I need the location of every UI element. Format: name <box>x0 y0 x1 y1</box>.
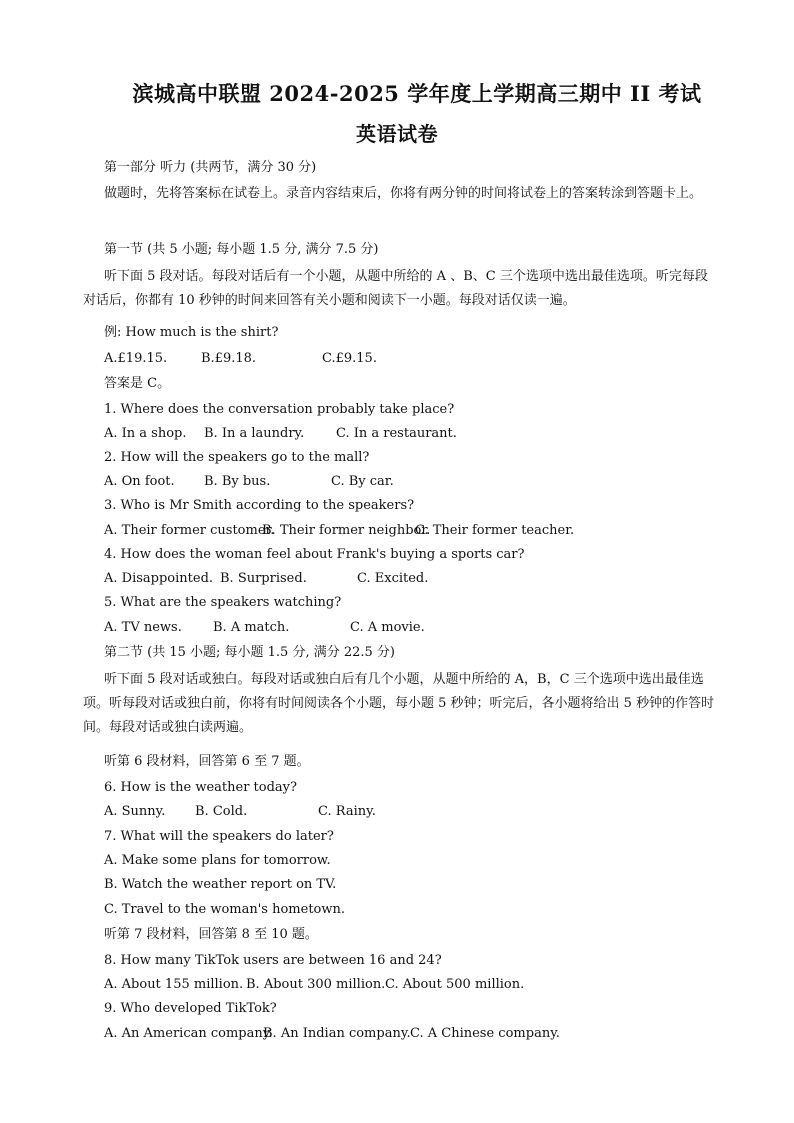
q3-option-b: B. Their former neighbor. <box>262 523 431 538</box>
section1-heading: 第一节 (共 5 小题; 每小题 1.5 分, 满分 7.5 分) <box>104 242 379 257</box>
q4-option-c: C. Excited. <box>357 571 429 586</box>
question-5: 5. What are the speakers watching? <box>104 595 342 610</box>
q7-option-b: B. Watch the weather report on TV. <box>104 877 337 892</box>
exam-subtitle: 英语试卷 <box>356 122 438 146</box>
q2-option-a: A. On foot. <box>104 474 175 489</box>
example-option-b: B.£9.18. <box>201 351 257 366</box>
question-6: 6. How is the weather today? <box>104 780 297 795</box>
q9-option-c: C. A Chinese company. <box>410 1026 560 1041</box>
q1-option-b: B. In a laundry. <box>204 426 305 441</box>
part1-heading: 第一部分 听力 (共两节，满分 30 分) <box>104 160 317 175</box>
q4-option-a: A. Disappointed. <box>104 571 214 586</box>
q6-option-b: B. Cold. <box>195 804 248 819</box>
example-option-c: C.£9.15. <box>322 351 377 366</box>
q5-option-b: B. A match. <box>213 620 290 635</box>
q2-option-c: C. By car. <box>331 474 394 489</box>
part1-instruction: 做题时，先将答案标在试卷上。录音内容结束后，你将有两分钟的时间将试卷上的答案转涂到答题卡上。 <box>104 186 703 201</box>
question-4: 4. How does the woman feel about Frank's buying a sports car? <box>104 547 525 562</box>
exam-title: 滨城高中联盟 2024-2025 学年度上学期高三期中 II 考试 <box>132 81 702 106</box>
question-3: 3. Who is Mr Smith according to the speakers? <box>104 498 415 513</box>
q2-option-b: B. By bus. <box>204 474 271 489</box>
question-8: 8. How many TikTok users are between 16 and 24? <box>104 953 442 968</box>
q6-option-a: A. Sunny. <box>104 804 166 819</box>
q4-option-b: B. Surprised. <box>220 571 307 586</box>
q5-option-c: C. A movie. <box>350 620 425 635</box>
example-option-a: A.£19.15. <box>104 351 168 366</box>
q7-option-a: A. Make some plans for tomorrow. <box>104 853 331 868</box>
question-9: 9. Who developed TikTok? <box>104 1001 277 1016</box>
q1-option-c: C. In a restaurant. <box>336 426 457 441</box>
q8-option-a: A. About 155 million. <box>104 977 244 992</box>
q3-option-c: C. Their former teacher. <box>415 523 575 538</box>
example-question: 例: How much is the shirt? <box>104 325 279 340</box>
q9-option-a: A. An American company. <box>104 1026 273 1041</box>
section2-heading: 第二节 (共 15 小题; 每小题 1.5 分, 满分 22.5 分) <box>104 645 396 660</box>
q9-option-b: B. An Indian company. <box>263 1026 411 1041</box>
material-6-note: 听第 6 段材料，回答第 6 至 7 题。 <box>104 754 310 769</box>
q8-option-c: C. About 500 million. <box>385 977 525 992</box>
q7-option-c: C. Travel to the woman's hometown. <box>104 902 346 917</box>
question-2: 2. How will the speakers go to the mall? <box>104 450 370 465</box>
q3-option-a: A. Their former customer. <box>104 523 275 538</box>
material-7-note: 听第 7 段材料，回答第 8 至 10 题。 <box>104 927 318 942</box>
q1-option-a: A. In a shop. <box>104 426 187 441</box>
q8-option-b: B. About 300 million. <box>246 977 386 992</box>
q5-option-a: A. TV news. <box>104 620 182 635</box>
q6-option-c: C. Rainy. <box>318 804 376 819</box>
example-answer: 答案是 C。 <box>104 376 171 391</box>
question-7: 7. What will the speakers do later? <box>104 829 334 844</box>
section1-instruction: 听下面 5 段对话。每段对话后有一个小题，从题中所给的 A 、B、C 三个选项中选出最佳选项。听完每段对话后，你都有 10 秒钟的时间来回答有关小题和阅读下一小题。每段对话仅读一遍。 <box>83 269 708 308</box>
section2-instruction: 听下面 5 段对话或独白。每段对话或独白后有几个小题，从题中所给的 A，B，C 三个选项中选出最佳选项。听每段对话或独白前，你将有时间阅读各个小题，每小题 5 秒钟；听完后，各小题将给出 5 秒钟的作答时间。每段对话或独白读两遍。 <box>83 672 715 735</box>
question-1: 1. Where does the conversation probably take place? <box>104 402 455 417</box>
